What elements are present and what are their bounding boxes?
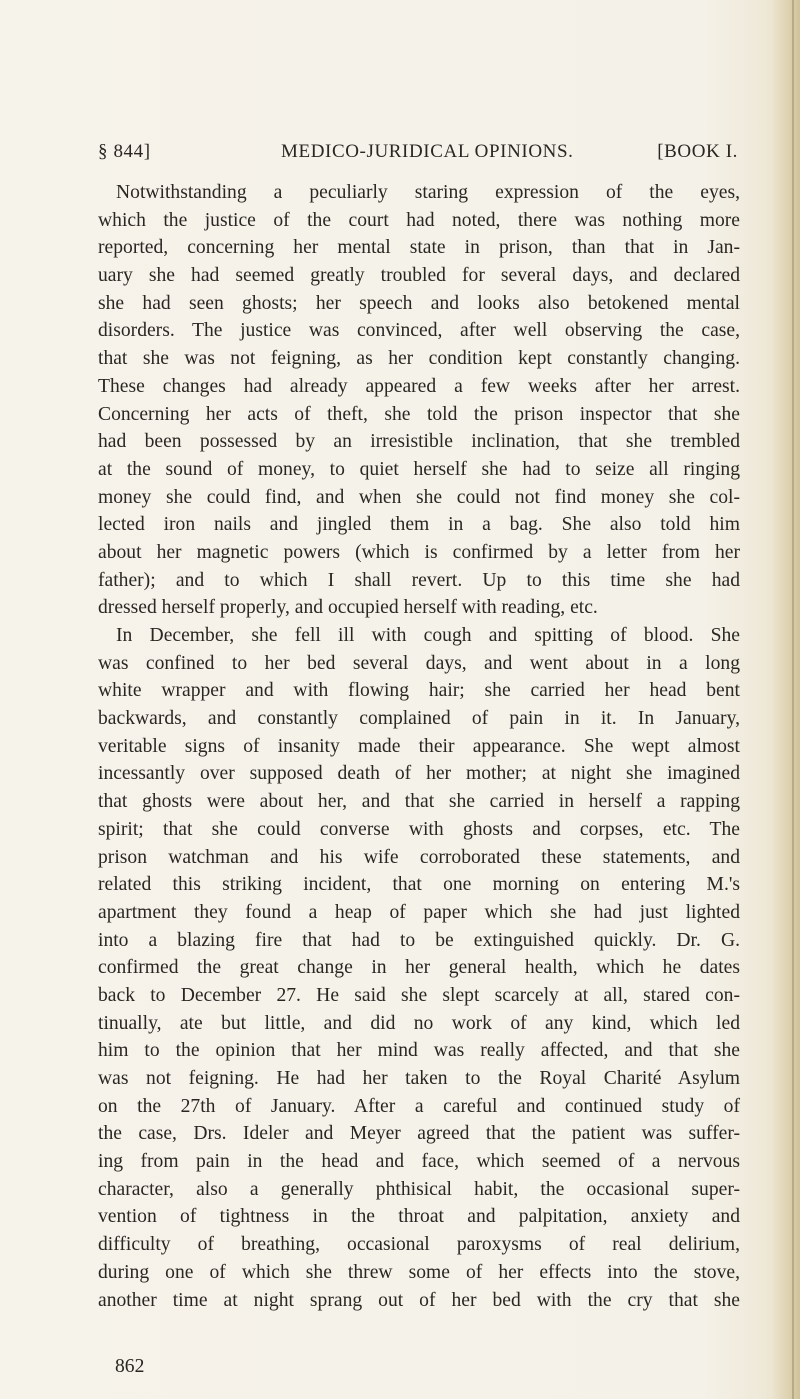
text-line: tinually, ate but little, and did no work of any kind, which led (98, 1012, 740, 1034)
text-line: she had seen ghosts; her speech and looks also betokened mental (98, 292, 740, 314)
text-line: veritable signs of insanity made their appearance. She wept almost (98, 735, 740, 757)
text-line: the case, Drs. Ideler and Meyer agreed that the patient was suffer- (98, 1123, 740, 1145)
section-number: § 844] (98, 141, 151, 162)
text-line: difficulty of breathing, occasional paroxysms of real delirium, (98, 1234, 740, 1256)
text-line: confirmed the great change in her general health, which he dates (98, 957, 740, 979)
text-line: money she could find, and when she could not find money she col- (98, 486, 740, 508)
text-line: lected iron nails and jingled them in a bag. She also told him (98, 514, 740, 536)
text-line: In December, she fell ill with cough and spitting of blood. She (116, 625, 740, 646)
text-line: white wrapper and with flowing hair; she carried her head bent (98, 680, 740, 702)
text-line: was not feigning. He had her taken to the Royal Charité Asylum (98, 1068, 740, 1089)
text-line: another time at night sprang out of her bed with the cry that she (98, 1289, 740, 1311)
text-line: incessantly over supposed death of her mother; at night she imagined (98, 763, 740, 785)
text-line: Concerning her acts of theft, she told the prison inspector that she (98, 403, 740, 425)
text-line: vention of tightness in the throat and palpitation, anxiety and (98, 1206, 740, 1228)
text-line: uary she had seemed greatly troubled for several days, and declared (98, 265, 740, 287)
text-line: reported, concerning her mental state in prison, than that in Jan- (98, 237, 740, 259)
text-line: which the justice of the court had noted, there was nothing more (98, 209, 740, 231)
text-line: father); and to which I shall revert. Up to this time she had (98, 569, 740, 591)
text-line: during one of which she threw some of her effects into the stove, (98, 1261, 740, 1283)
text-line: on the 27th of January. After a careful and continued study of (98, 1095, 740, 1117)
text-line: dressed herself properly, and occupied herself with reading, etc. (98, 597, 598, 619)
page-number: 862 (115, 1356, 145, 1377)
text-line: disorders. The justice was convinced, after well observing the case, (98, 320, 740, 342)
running-header (98, 141, 738, 171)
running-title: MEDICO-JURIDICAL OPINIONS. (281, 141, 574, 162)
text-line: backwards, and constantly complained of pain in it. In January, (98, 708, 740, 730)
text-line: into a blazing fire that had to be extinguished quickly. Dr. G. (98, 929, 740, 951)
text-line: These changes had already appeared a few weeks after her arrest. (98, 375, 740, 397)
page-edge-line (792, 0, 794, 1399)
text-line: had been possessed by an irresistible inclination, that she trembled (98, 431, 740, 453)
page-edge-shadow (772, 0, 800, 1399)
text-line: about her magnetic powers (which is confirmed by a letter from her (98, 541, 740, 563)
text-line: at the sound of money, to quiet herself she had to seize all ringing (98, 458, 740, 480)
text-line: spirit; that she could converse with ghosts and corpses, etc. The (98, 818, 740, 840)
book-label: [BOOK I. (657, 141, 738, 162)
text-line: that ghosts were about her, and that she carried in herself a rapping (98, 791, 740, 813)
text-line: related this striking incident, that one morning on entering M.'s (98, 874, 740, 896)
text-line: apartment they found a heap of paper which she had just lighted (98, 901, 740, 923)
text-line: character, also a generally phthisical habit, the occasional super- (98, 1178, 740, 1200)
text-line: prison watchman and his wife corroborated these statements, and (98, 846, 740, 868)
text-line: ing from pain in the head and face, which seemed of a nervous (98, 1151, 740, 1173)
text-line: him to the opinion that her mind was really affected, and that she (98, 1040, 740, 1062)
body-text (98, 179, 740, 1314)
text-line: back to December 27. He said she slept scarcely at all, stared con- (98, 984, 740, 1006)
text-line: that she was not feigning, as her condition kept constantly changing. (98, 348, 740, 370)
text-line: Notwithstanding a peculiarly staring expression of the eyes, (116, 182, 740, 203)
text-line: was confined to her bed several days, and went about in a long (98, 652, 740, 674)
